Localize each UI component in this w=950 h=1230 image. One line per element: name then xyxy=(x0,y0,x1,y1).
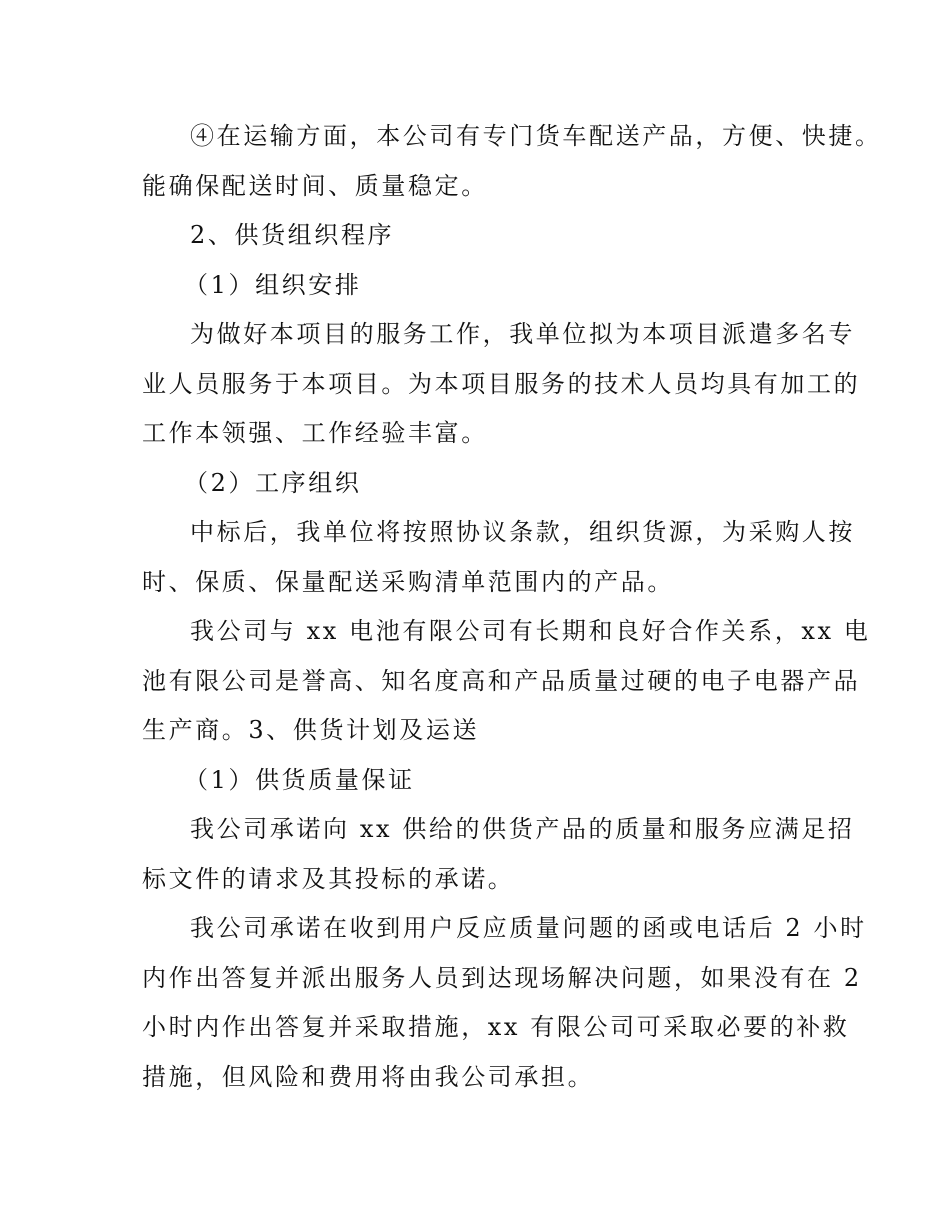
paragraph-partner-line-2: 池有限公司是誉高、知名度高和产品质量过硬的电子电器产品 xyxy=(142,666,861,695)
paragraph-response-line-4: 措施，但风险和费用将由我公司承担。 xyxy=(142,1062,595,1091)
paragraph-service-line-1: 为做好本项目的服务工作，我单位拟为本项目派遣多名专 xyxy=(190,320,855,348)
paragraph-response-line-1: 我公司承诺在收到用户反应质量问题的函或电话后 2 小时 xyxy=(190,914,867,942)
paragraph-partner-line-1: 我公司与 xx 电池有限公司有长期和良好合作关系，xx 电 xyxy=(190,617,871,645)
document-body xyxy=(142,112,882,1102)
paragraph-transport-line-1: ④在运输方面，本公司有专门货车配送产品，方便、快捷。 xyxy=(190,122,882,150)
subheading-quality-guarantee: （1）供货质量保证 xyxy=(184,765,415,794)
paragraph-transport-line-2: 能确保配送时间、质量稳定。 xyxy=(142,171,488,200)
paragraph-commitment-line-2: 标文件的请求及其投标的承诺。 xyxy=(142,864,515,893)
subheading-process-organization: （2）工序组织 xyxy=(184,468,362,497)
paragraph-service-line-2: 业人员服务于本项目。为本项目服务的技术人员均具有加工的 xyxy=(142,369,861,398)
paragraph-partner-line-3: 生产商。3、供货计划及运送 xyxy=(142,716,480,744)
paragraph-service-line-3: 工作本领强、工作经验丰富。 xyxy=(142,419,488,447)
paragraph-response-line-3: 小时内作出答复并采取措施，xx 有限公司可采取必要的补救 xyxy=(142,1013,850,1041)
paragraph-response-line-2: 内作出答复并派出服务人员到达现场解决问题，如果没有在 2 xyxy=(142,963,862,992)
paragraph-commitment-line-1: 我公司承诺向 xx 供给的供货产品的质量和服务应满足招 xyxy=(190,815,855,843)
paragraph-bid-line-1: 中标后，我单位将按照协议条款，组织货源，为采购人按 xyxy=(190,518,855,546)
paragraph-bid-line-2: 时、保质、保量配送采购清单范围内的产品。 xyxy=(142,567,674,596)
section-heading-supply-organization: 2、供货组织程序 xyxy=(190,221,395,249)
subheading-organization-arrangement: （1）组织安排 xyxy=(184,270,362,299)
